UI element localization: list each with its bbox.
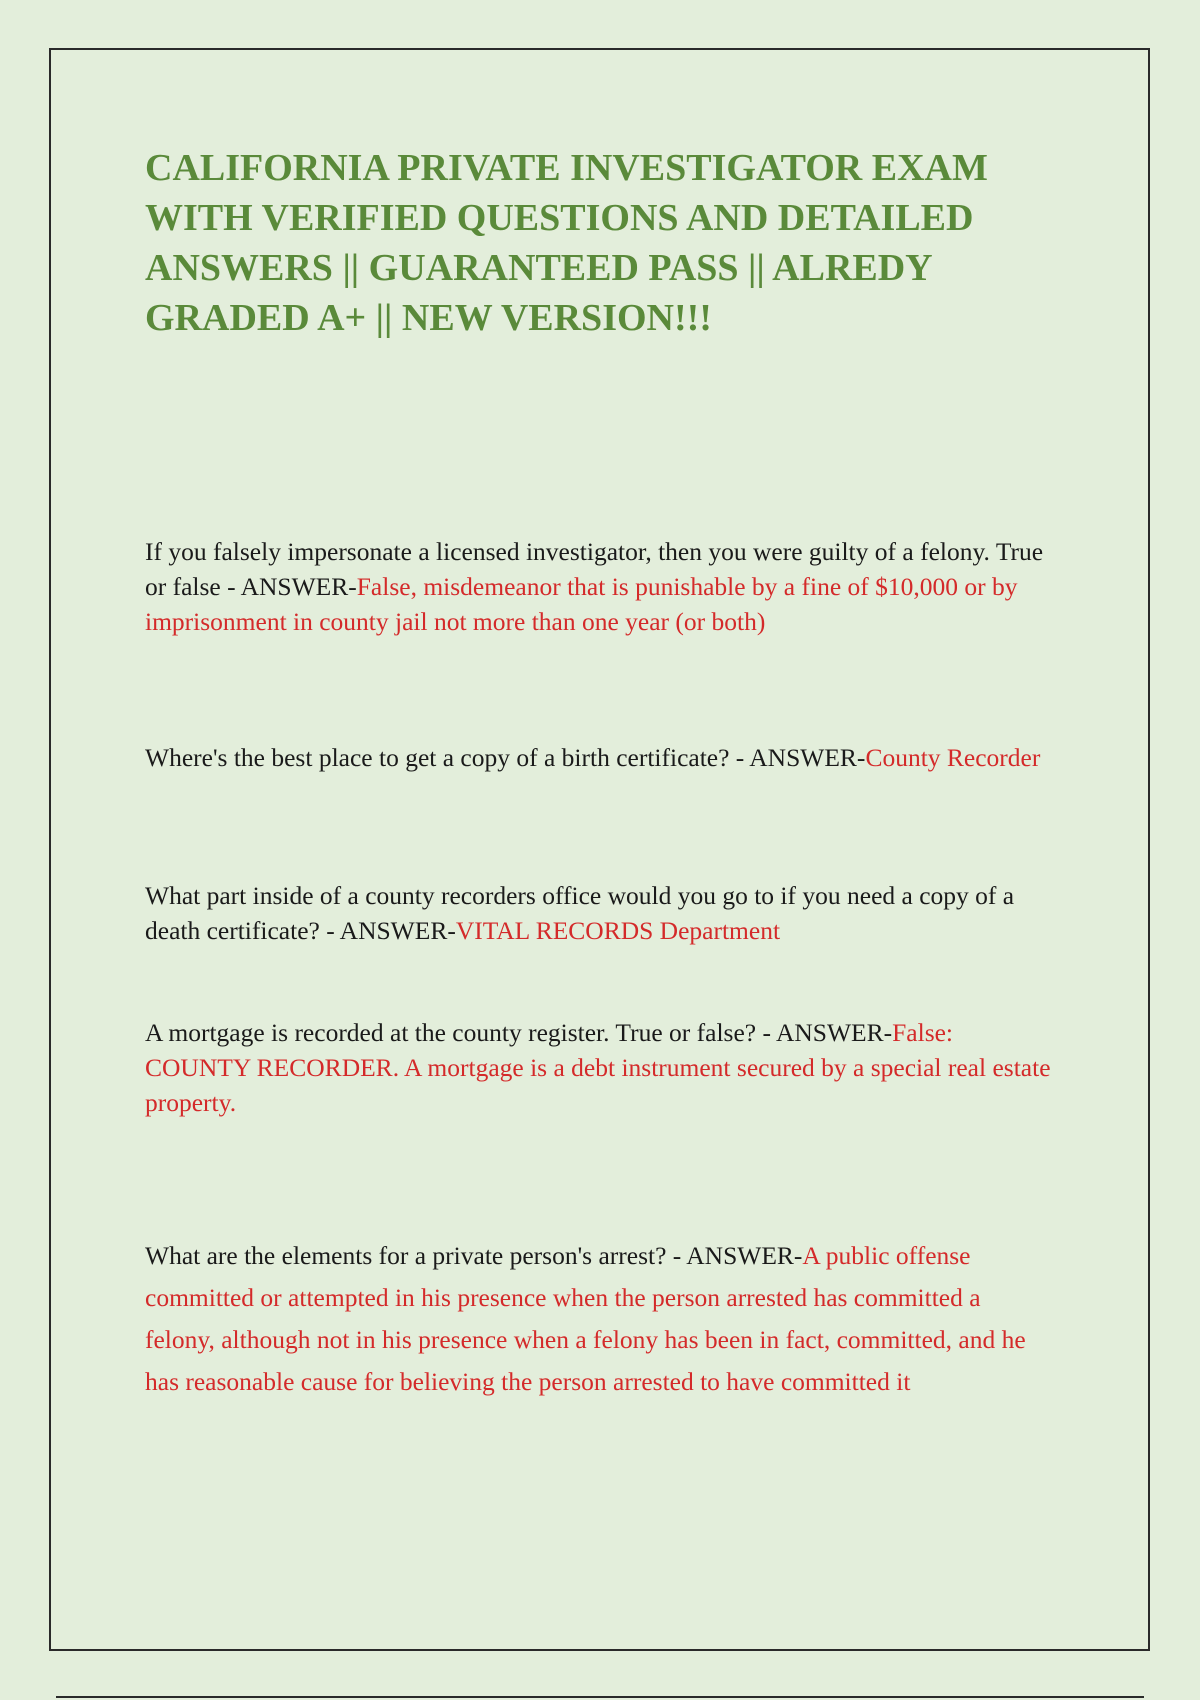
qa-item [145, 740, 1055, 775]
answer-text: County Recorder [865, 743, 1041, 772]
question-text: What part inside of a county recorders office would you go to if you need a copy of a death certificate? - ANSWER- [145, 881, 1015, 945]
qa-item [145, 1015, 1055, 1120]
answer-text: False: COUNTY RECORDER. A mortgage is a debt instrument secured by a special real estate property. [145, 1018, 1051, 1117]
qa-item [145, 1235, 1055, 1403]
question-text: Where's the best place to get a copy of a birth certificate? - ANSWER- [145, 743, 866, 772]
qa-item [145, 878, 1055, 948]
answer-text: VITAL RECORDS Department [455, 916, 781, 945]
answer-text: False, misdemeanor that is punishable by a fine of $10,000 or by imprisonment in county jail not more than one year (or both) [145, 572, 1018, 636]
answer-text: A public offense committed or attempted in his presence when the person arrested has committed a felony, although not in his presence when a felony has been in fact, committed, and he has reasonable cause for believing the person arrested to have committed it [145, 1241, 1026, 1396]
document-title: CALIFORNIA PRIVATE INVESTIGATOR EXAM WITH VERIFIED QUESTIONS AND DETAILED ANSWERS || GUARANTEED PASS || ALREDY GRADED A+ || NEW VERSION!!! [145, 147, 988, 339]
footer-rule [56, 1696, 1144, 1698]
question-text: What are the elements for a private person's arrest? - ANSWER- [145, 1241, 803, 1270]
qa-item [145, 534, 1055, 639]
question-text: If you falsely impersonate a licensed investigator, then you were guilty of a felony. True or false - ANSWER- [145, 537, 1044, 601]
question-text: A mortgage is recorded at the county register. True or false? - ANSWER- [145, 1018, 893, 1047]
